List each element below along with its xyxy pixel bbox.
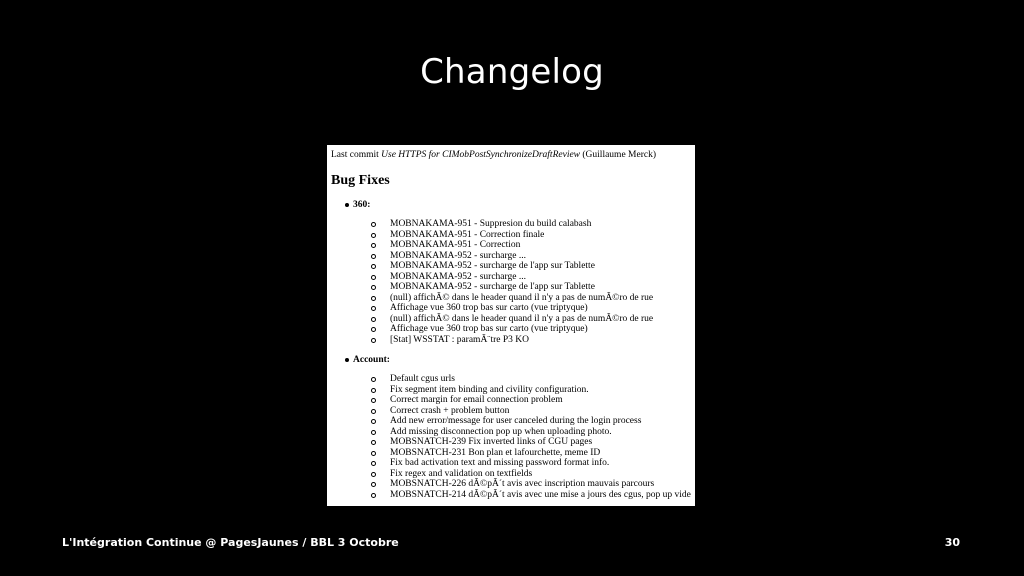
list-item: MOBNAKAMA-952 - surcharge ... (369, 272, 692, 283)
list-item: Add missing disconnection pop up when uploading photo. (369, 427, 692, 438)
list-item: MOBSNATCH-226 dÃ©pÃ´t avis avec inscription mauvais parcours (369, 479, 692, 490)
list-item: Affichage vue 360 trop bas sur carto (vue triptyque) (369, 324, 692, 335)
section-title: 360: (345, 199, 692, 211)
list-item: MOBSNATCH-214 dÃ©pÃ´t avis avec une mise a jours des cgus, pop up vide (369, 490, 692, 501)
list-item: MOBSNATCH-231 Bon plan et lafourchette, meme ID (369, 448, 692, 459)
list-item: Correct crash + problem button (369, 406, 692, 417)
list-item: Affichage vue 360 trop bas sur carto (vue triptyque) (369, 303, 692, 314)
commit-author: (Guillaume Merck) (580, 150, 656, 160)
section (345, 354, 692, 500)
sections-list (331, 199, 692, 500)
list-item: MOBNAKAMA-952 - surcharge de l'app sur Tablette (369, 261, 692, 272)
section-items (345, 219, 692, 345)
list-item: [Stat] WSSTAT : paramÃ¨tre P3 KO (369, 335, 692, 346)
list-item: MOBNAKAMA-952 - surcharge de l'app sur Tablette (369, 282, 692, 293)
slide-title: Changelog (420, 52, 604, 92)
page-number: 30 (944, 536, 960, 549)
list-item: Fix segment item binding and civility configuration. (369, 385, 692, 396)
list-item: Fix regex and validation on textfields (369, 469, 692, 480)
list-item: MOBNAKAMA-952 - surcharge ... (369, 251, 692, 262)
list-item: MOBNAKAMA-951 - Correction finale (369, 230, 692, 241)
footer-caption: L'Intégration Continue @ PagesJaunes / BBL 3 Octobre (62, 536, 399, 549)
commit-prefix: Last commit (331, 150, 382, 160)
list-item: Default cgus urls (369, 374, 692, 385)
list-item: Correct margin for email connection problem (369, 395, 692, 406)
last-commit-line (331, 149, 692, 161)
commit-message: Use HTTPS for CIMobPostSynchronizeDraftReview (381, 150, 581, 160)
list-item: (null) affichÃ© dans le header quand il n'y a pas de numÃ©ro de rue (369, 314, 692, 325)
section (345, 199, 692, 345)
list-item: (null) affichÃ© dans le header quand il n'y a pas de numÃ©ro de rue (369, 293, 692, 304)
list-item: Add new error/message for user canceled during the login process (369, 416, 692, 427)
list-item: Fix bad activation text and missing password format info. (369, 458, 692, 469)
list-item: MOBNAKAMA-951 - Correction (369, 240, 692, 251)
bug-fixes-heading: Bug Fixes (331, 173, 390, 188)
changelog-document (327, 145, 695, 506)
list-item: MOBNAKAMA-951 - Suppresion du build calabash (369, 219, 692, 230)
section-items (345, 374, 692, 500)
list-item: MOBSNATCH-239 Fix inverted links of CGU pages (369, 437, 692, 448)
section-title: Account: (345, 354, 692, 366)
